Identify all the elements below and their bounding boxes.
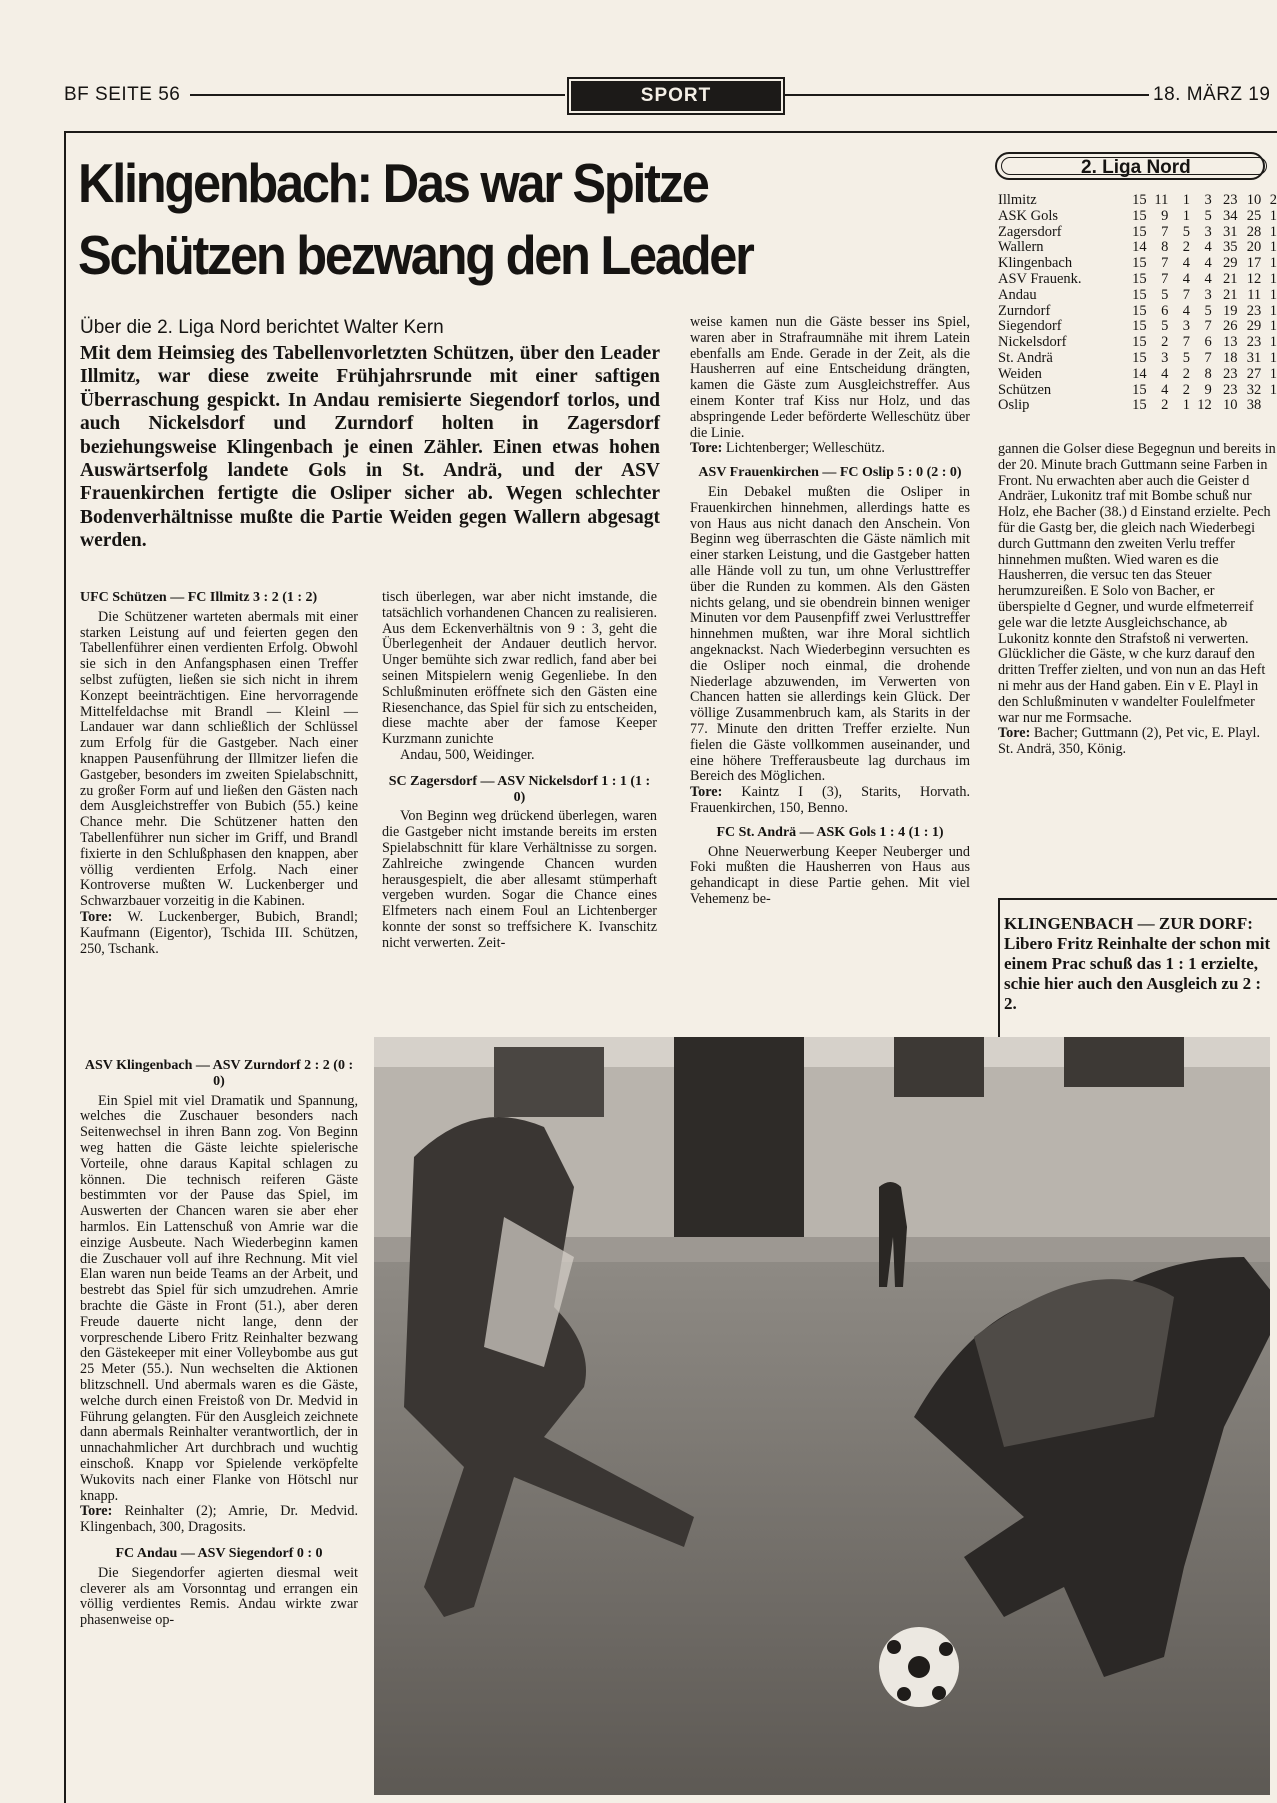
table-cell-s: 7 <box>1161 223 1169 240</box>
table-row <box>998 193 1277 209</box>
table-row <box>998 288 1277 304</box>
table-cell-team: Weiden <box>998 365 1042 382</box>
page-number: BF SEITE 56 <box>64 84 181 105</box>
issue-date: 18. MÄRZ 19 <box>1153 84 1271 105</box>
match-report: Die Siegendorfer agierten diesmal weit cleverer als am Vorsonntag und errangen ein völlig verdientes Remis. Andau wirkte zwar phasenweise op- <box>80 1564 358 1629</box>
table-cell-p: 1 <box>1269 302 1277 319</box>
headline-line-1: Klingenbach: Das war Spitze <box>78 152 708 214</box>
table-row <box>998 367 1277 383</box>
table-cell-tore: 26 <box>1222 318 1238 335</box>
table-cell-n: 3 <box>1204 286 1212 303</box>
table-cell-u: 4 <box>1182 302 1190 319</box>
table-cell-tore: 23 <box>1222 381 1238 398</box>
table-cell-n: 9 <box>1204 381 1212 398</box>
table-cell-s: 7 <box>1161 255 1169 272</box>
table-cell-s: 5 <box>1161 318 1169 335</box>
table-cell-g: 15 <box>1132 381 1147 398</box>
table-row <box>998 240 1277 256</box>
table-cell-gt: 28 <box>1246 223 1262 240</box>
table-cell-g: 15 <box>1132 286 1147 303</box>
table-cell-s: 11 <box>1154 192 1169 208</box>
scorers-label: Tore: <box>80 908 113 925</box>
table-cell-u: 5 <box>1182 223 1190 240</box>
match-report: Ein Debakel mußten die Osliper in Frauenkirchen hinnehmen, allerdings hatte es von Haus aus nicht danach den Anschein. Von Beginn weg überraschten die Gäste nämlich mit einer starken Leistung, und die Gastgeber hatten alle Hände voll zu tun, um ohne Verlusttreffer über die Runden zu kommen. Als den Gästen nichts gelang, und sie obendrein binnen weniger Minuten vor dem Pausenpfiff zwei Verlusttreffer hinnehmen mußten, war ihre Moral sichtlich angeknackst. Nach Wiederbeginn versuchten es die Osliper noch einmal, die drohende Niederlage abzuwenden, im Verwerten von Chancen hatten sie allerdings kein Glück. Der völlige Zusammenbruch kam, als Starits in der 77. Minute den dritten Treffer erzielte. Nun fielen die Gäste vollkommen auseinander, und eine höhere Trefferausbeute lag durchaus im Bereich des Möglichen. <box>690 483 970 785</box>
table-cell-team: Illmitz <box>998 192 1037 208</box>
table-cell-g: 15 <box>1132 270 1147 287</box>
photo-caption: KLINGENBACH — ZUR DORF: Libero Fritz Reinhalte der schon mit einem Prac schuß das 1 : 1 erzielte, schie hier auch den Ausgleich zu 2 : 2. <box>1004 914 1271 1013</box>
table-row <box>998 225 1277 241</box>
table-cell-tore: 21 <box>1222 270 1238 287</box>
table-cell-n: 5 <box>1204 207 1212 224</box>
table-cell-g: 15 <box>1132 302 1147 319</box>
table-cell-s: 2 <box>1161 334 1169 351</box>
table-cell-team: Andau <box>998 286 1037 303</box>
table-cell-tore: 13 <box>1222 334 1238 351</box>
table-cell-n: 5 <box>1204 302 1212 319</box>
table-cell-team: Nickelsdorf <box>998 334 1067 351</box>
scorers-text: Kaintz I (3), Starits, Horvath. Frauenkirchen, 150, Benno. <box>690 784 970 816</box>
table-cell-p: 1 <box>1269 207 1277 224</box>
match-heading: SC Zagersdorf — ASV Nickelsdorf 1 : 1 (1 : 0) <box>388 773 651 805</box>
table-cell-n: 4 <box>1204 239 1212 256</box>
table-cell-u: 3 <box>1182 318 1190 335</box>
table-cell-gt: 23 <box>1246 302 1262 319</box>
table-cell-p: 1 <box>1269 349 1277 366</box>
scorers-label: Tore: <box>690 784 723 801</box>
scorers <box>998 726 1277 758</box>
table-cell-u: 1 <box>1182 397 1190 414</box>
table-cell-team: Schützen <box>998 381 1052 398</box>
table-cell-gt: 12 <box>1246 270 1262 287</box>
table-cell-u: 2 <box>1182 239 1190 256</box>
table-cell-u: 1 <box>1182 192 1190 208</box>
table-cell-tore: 29 <box>1222 255 1238 272</box>
table-cell-p: 1 <box>1269 255 1277 272</box>
scorers-label: Tore: <box>998 725 1031 742</box>
column-4 <box>998 442 1277 867</box>
header-rule-left <box>190 94 565 96</box>
table-cell-g: 14 <box>1132 365 1147 382</box>
table-cell-u: 4 <box>1182 270 1190 287</box>
table-cell-gt: 10 <box>1246 192 1262 208</box>
photo-illustration <box>374 1037 1270 1795</box>
table-row <box>998 383 1277 399</box>
header-rule-right <box>783 94 1149 96</box>
match-report: gannen die Golser diese Begegnun und bereits in der 20. Minute brach Guttmann seine Farben in Front. Nu erwachten aber auch die Geister d Andräer, Lukonitz traf mit Bombe schuß nur Holz, ehe Bacher (38.) d Einstand erzielte. Pech für die Gastg ber, die gleich nach Wiederbegi durch Guttmann den zweiten Verlu treffer hinnehmen mußten. Wied waren es die Hausherren, die versuc ten das Steuer herumzureißen. E Solo von Bacher, er überspielte d Gegner, und wurde elfmeterreif gele war die letzte Ausgleichschance, ab Lukonitz konnte den Strafstoß ni verwerten. Glücklicher die Gäste, w che kurz darauf den dritten Treffer zielten, und von nun an das Heft ni mehr aus der Hand gaben. Ein v E. Playl in den Schlußminuten v wandelter Foulelfmeter war nur me Formsache. <box>998 442 1276 726</box>
match-report: Ohne Neuerwerbung Keeper Neuberger und Foki mußten die Hausherren von Haus aus gehandicapt in diese Partie gehen. Mit viel Vehemenz be- <box>690 843 970 907</box>
table-cell-g: 15 <box>1132 223 1147 240</box>
match-report: Von Beginn weg drückend überlegen, waren die Gastgeber nicht imstande bereits im ersten Spielabschnitt für klare Verhältnisse zu sorgen. Zahlreiche zwingende Chancen wurden herausgespielt, die aber allesamt stümperhaft vergeben wurden. Sogar die Chance eines Elfmeters nach einem Foul an Lichtenberger konnte der sonst so treffsichere K. Ivanschitz nicht verwerten. Zeit- <box>382 808 657 951</box>
section-label: SPORT <box>567 77 785 115</box>
scorers-text: Lichtenberger; Welleschütz. <box>725 440 885 457</box>
table-cell-g: 15 <box>1132 397 1147 414</box>
table-cell-p: 1 <box>1269 365 1277 382</box>
league-table <box>998 193 1277 414</box>
match-heading: ASV Frauenkirchen — FC Oslip 5 : 0 (2 : 0) <box>698 465 962 481</box>
table-row <box>998 351 1277 367</box>
table-cell-n: 4 <box>1204 255 1212 272</box>
match-heading: UFC Schützen — FC Illmitz 3 : 2 (1 : 2) <box>80 590 318 605</box>
lead-paragraph: Mit dem Heimsieg des Tabellenvorletzten Schützen, über den Leader Illmitz, war diese zweite Frühjahrsrunde mit einer saftigen Überraschung gespickt. In Andau remisierte Siegendorf torlos, und auch Nickelsdorf und Zurndorf holten in Zagersdorf beziehungsweise Klingenbach je einen Zähler. Einen etwas hohen Auswärtserfolg landete Gols in St. Andrä, und der ASV Frauenkirchen fertigte die Osliper sicher ab. Wegen schlechter Bodenverhältnisse mußte die Partie Weiden gegen Wallern abgesagt werden. <box>80 343 660 552</box>
table-cell-gt: 27 <box>1246 365 1262 382</box>
table-row <box>998 304 1277 320</box>
table-cell-g: 15 <box>1132 255 1147 272</box>
table-cell-gt: 20 <box>1246 239 1262 256</box>
table-row <box>998 335 1277 351</box>
table-cell-tore: 21 <box>1222 286 1238 303</box>
scorers-text: Bacher; Guttmann (2), Pet vic, E. Playl. St. Andrä, 350, König. <box>998 725 1261 758</box>
table-cell-s: 9 <box>1161 207 1169 224</box>
table-row <box>998 209 1277 225</box>
table-row <box>998 319 1277 335</box>
scorers-label: Tore: <box>80 1503 113 1520</box>
match-report: Ein Spiel mit viel Dramatik und Spannung, welches die Zuschauer besonders nach Seitenwechsel in ihren Bann zog. Von Beginn weg hatten die Gäste leichte spielerische Vorteile, ohne daraus Kapital schlagen zu können. Die technisch reiferen Gäste bestimmten vor der Pause das Spiel, im Auswerten der Chancen waren sie aber eher harmlos. Ein Lattenschuß von Amrie war die einzige Ausbeute. Nach Wiederbeginn kamen die Zuschauer voll auf ihre Rechnung. Mit viel Elan waren nun beide Teams an der Arbeit, und bestrebt das Spiel für sich umzudrehen. Amrie brachte die Gäste in Front (51.), aber deren Freude dauerte nicht lange, denn der vorpreschende Libero Fritz Reinhalter bezwang den Gästekeeper mit einer Volleybombe aus gut 25 Meter (55.). Nun wechselten die Aktionen blitzschnell. Und abermals waren es die Gäste, welche durch einen Freistoß von Dr. Medvid in Führung gelangten. Für den Ausgleich zeichnete dann abermals Reinhalter verantwortlich, der in unnachahmlicher Art durchbrach und wuchtig einschoß. Knapp vor Spielende verköpfelte Wukovits nach einer Flanke von Hötschl nur knapp. <box>80 1092 358 1504</box>
table-cell-s: 2 <box>1161 397 1169 414</box>
table-cell-gt: 38 <box>1246 397 1262 414</box>
scorers-text: Reinhalter (2); Amrie, Dr. Medvid. Klingenbach, 300, Dragosits. <box>80 1503 359 1536</box>
table-title: 2. Liga Nord <box>995 152 1265 180</box>
match-heading: FC St. Andrä — ASK Gols 1 : 4 (1 : 1) <box>716 824 944 840</box>
table-cell-g: 15 <box>1132 349 1147 366</box>
table-cell-s: 6 <box>1161 302 1169 319</box>
table-cell-u: 4 <box>1182 255 1190 272</box>
match-report: weise kamen nun die Gäste besser ins Spiel, waren aber in Strafraumnähe mit ihrem Latein ebenfalls am Ende. Gerade in der Zeit, als die Hausherren auf eine Entscheidung drängten, kamen die Gäste zum Ausgleichstreffer. Aus einem Konter traf Kiss nur Holz, und das abspringende Leder beförderte Welleschütz über die Linie. <box>690 314 970 441</box>
table-cell-g: 15 <box>1132 334 1147 351</box>
table-cell-gt: 23 <box>1246 334 1262 351</box>
table-cell-n: 12 <box>1197 397 1212 414</box>
table-cell-tore: 19 <box>1222 302 1238 319</box>
table-cell-g: 14 <box>1132 239 1147 256</box>
table-cell-gt: 32 <box>1246 381 1262 398</box>
table-cell-p: 1 <box>1269 334 1277 351</box>
table-row <box>998 256 1277 272</box>
match-photo <box>374 1037 1270 1795</box>
table-cell-s: 7 <box>1161 270 1169 287</box>
table-cell-s: 8 <box>1161 239 1169 256</box>
column-3 <box>690 315 970 908</box>
table-cell-team: Klingenbach <box>998 255 1073 272</box>
table-cell-gt: 17 <box>1246 255 1262 272</box>
table-cell-p: 1 <box>1269 286 1277 303</box>
table-cell-p: 1 <box>1269 223 1277 240</box>
table-cell-gt: 11 <box>1247 286 1262 303</box>
scorers <box>80 910 358 957</box>
byline: Über die 2. Liga Nord berichtet Walter Kern <box>80 317 444 338</box>
table-cell-g: 15 <box>1132 207 1147 224</box>
headline-line-2: Schützen bezwang den Leader <box>78 224 753 286</box>
table-cell-tore: 23 <box>1222 365 1238 382</box>
scorers <box>690 785 970 817</box>
table-cell-u: 7 <box>1182 286 1190 303</box>
table-cell-tore: 34 <box>1222 207 1238 224</box>
table-cell-gt: 31 <box>1246 349 1262 366</box>
table-cell-team: ASK Gols <box>998 207 1059 224</box>
table-cell-s: 5 <box>1161 286 1169 303</box>
table-cell-n: 4 <box>1204 270 1212 287</box>
table-row <box>998 398 1277 414</box>
scorers-text: W. Luckenberger, Bubich, Brandl; Kaufmann (Eigentor), Tschida III. Schützen, 250, Tschank. <box>80 908 358 957</box>
table-cell-g: 15 <box>1132 192 1147 208</box>
table-cell-tore: 35 <box>1222 239 1238 256</box>
table-cell-tore: 23 <box>1222 192 1238 208</box>
table-cell-p <box>1261 398 1277 414</box>
table-cell-tore: 18 <box>1222 349 1238 366</box>
match-heading: ASV Klingenbach — ASV Zurndorf 2 : 2 (0 : 0) <box>84 1058 354 1089</box>
table-cell-team: ASV Frauenk. <box>998 270 1082 287</box>
table-cell-p: 1 <box>1269 381 1277 398</box>
table-cell-n: 6 <box>1204 334 1212 351</box>
scorers <box>690 441 970 457</box>
table-cell-team: Zurndorf <box>998 302 1051 319</box>
table-cell-u: 2 <box>1182 365 1190 382</box>
table-cell-u: 1 <box>1182 207 1190 224</box>
column-1 <box>80 590 358 957</box>
column-2 <box>382 590 657 952</box>
table-cell-u: 5 <box>1182 349 1190 366</box>
table-cell-n: 7 <box>1204 349 1212 366</box>
table-cell-u: 2 <box>1182 381 1190 398</box>
match-report: Die Schützener warteten abermals mit einer starken Leistung auf und feierten gegen den Tabellenführer einen verdienten Erfolg. Obwohl sie sich in den Anfangsphasen einen Treffer selbst zufügten, ließen sie sich nicht in ihrem Konzept beeinträchtigen. Eine hervorragende Mittelfeldachse mit Brandl — Kleinl — Landauer war dann schließlich der Schlüssel zum Erfolg für die Gastgeber. Nach einer knappen Pausenführung der Illmitzer liefen die Gastgeber, besonders im zweiten Spielabschnitt, zu großer Form auf und ließen den Gästen nach dem Ausgleichstreffer von Bubich (55.) keine Chance mehr. Die Schützener hatten den Tabellenführer nun sicher im Griff, und Brandl fixierte in den Schlußphasen den knappen, aber völlig verdienten Erfolg. Nach einer Kontroverse mußten W. Luckenberger und Schwarzbauer vorzeitig in die Kabinen. <box>80 608 358 910</box>
table-cell-team: Zagersdorf <box>998 223 1062 240</box>
table-cell-team: Siegendorf <box>998 318 1062 335</box>
table-cell-n: 3 <box>1204 192 1212 208</box>
scorers-label: Tore: <box>690 440 723 457</box>
table-row <box>998 272 1277 288</box>
table-cell-gt: 29 <box>1246 318 1262 335</box>
table-cell-n: 7 <box>1204 318 1212 335</box>
table-cell-team: Wallern <box>998 239 1044 256</box>
table-cell-p: 1 <box>1269 270 1277 287</box>
scorers <box>80 1504 358 1536</box>
table-cell-s: 3 <box>1161 349 1169 366</box>
match-heading: FC Andau — ASV Siegendorf 0 : 0 <box>115 1545 323 1561</box>
match-report-end: Andau, 500, Weidinger. <box>400 746 535 763</box>
table-cell-p: 1 <box>1269 318 1277 335</box>
match-report: tisch überlegen, war aber nicht imstande, die tatsächlich vorhandenen Chancen zu realisieren. Aus dem Eckenverhältnis von 9 : 3, geht die Überlegenheit der Andauer deutlich hervor. Unger bemühte sich zwar redlich, fand aber bei seinen Mitspielern wenig Gegenliebe. In den Schlußminuten eröffnete sich den Gästen eine Riesenchance, das Spiel für sich zu entscheiden, diese machte aber der famose Keeper Kurzmann zunichte <box>382 589 657 748</box>
table-cell-tore: 10 <box>1222 397 1238 414</box>
table-cell-n: 8 <box>1204 365 1212 382</box>
table-cell-s: 4 <box>1161 365 1169 382</box>
column-1b <box>80 1058 358 1629</box>
table-cell-team: St. Andrä <box>998 349 1053 366</box>
table-cell-gt: 25 <box>1246 207 1262 224</box>
table-cell-g: 15 <box>1132 318 1147 335</box>
table-cell-u: 7 <box>1182 334 1190 351</box>
table-cell-p: 1 <box>1269 239 1277 256</box>
table-cell-n: 3 <box>1204 223 1212 240</box>
table-cell-tore: 31 <box>1222 223 1238 240</box>
table-cell-s: 4 <box>1161 381 1169 398</box>
table-cell-p: 2 <box>1269 192 1277 208</box>
table-cell-team: Oslip <box>998 397 1030 414</box>
